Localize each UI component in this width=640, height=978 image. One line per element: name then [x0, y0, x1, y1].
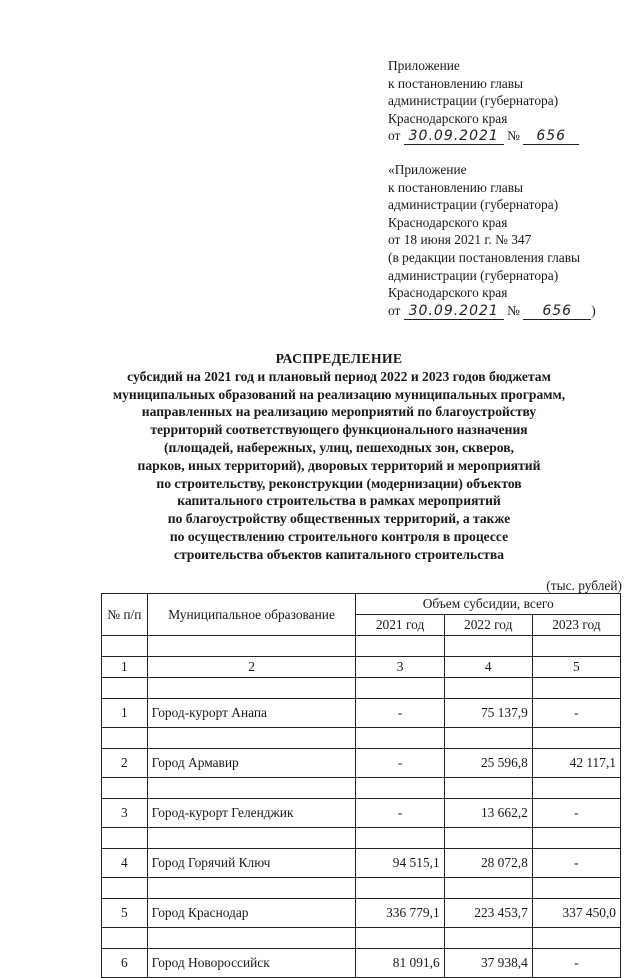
- table-separator: [102, 878, 621, 899]
- row-2023: -: [532, 849, 620, 878]
- title-line: по строительству, реконструкции (модернизации) объектов: [156, 475, 522, 491]
- row-2022: 28 072,8: [444, 849, 532, 878]
- row-municipality: Город Новороссийск: [147, 949, 356, 978]
- row-municipality: Город-курорт Геленджик: [147, 799, 356, 828]
- row-num: 3: [102, 799, 148, 828]
- table-separator: [102, 828, 621, 849]
- row-num: 2: [102, 749, 148, 778]
- approval-line: к постановлению главы: [388, 75, 524, 91]
- approval-line: от 18 июня 2021 г. № 347: [388, 232, 532, 248]
- number-sign: №: [507, 302, 520, 318]
- row-2023: -: [532, 949, 620, 978]
- approval-line: «Приложение: [388, 162, 467, 177]
- header-volume: Объем субсидии, всего: [356, 594, 621, 615]
- title-line: муниципальных образований на реализацию муниципальных программ,: [112, 386, 566, 402]
- closing-paren: ): [591, 302, 596, 318]
- table-row: [102, 749, 621, 778]
- from-prefix: от: [388, 302, 401, 318]
- table-separator: [102, 636, 621, 657]
- title-line: по осуществлению строительного контроля в процессе: [169, 528, 509, 544]
- column-number-row: [102, 657, 621, 678]
- row-2022: 37 938,4: [444, 949, 532, 978]
- row-2022: 13 662,2: [444, 799, 532, 828]
- row-municipality: Город Горячий Ключ: [147, 849, 356, 878]
- title-line: парков, иных территорий), дворовых территорий и мероприятий: [137, 457, 541, 473]
- table-separator: [102, 728, 621, 749]
- row-municipality: Город-курорт Анапа: [147, 699, 356, 728]
- row-2021: 81 091,6: [356, 949, 444, 978]
- number-sign: №: [507, 128, 520, 144]
- row-municipality: Город Армавир: [147, 749, 356, 778]
- col-number: 2: [147, 657, 356, 678]
- approval-line: администрации (губернатора): [388, 93, 559, 109]
- approval-stamp-original: [388, 161, 618, 320]
- handwritten-number: 656: [523, 304, 591, 320]
- col-number: 4: [444, 657, 532, 678]
- table-row: [102, 899, 621, 928]
- table-separator: [102, 928, 621, 949]
- row-2021: -: [356, 699, 444, 728]
- title-line: субсидий на 2021 год и плановый период 2022 и 2023 годов бюджетам: [127, 368, 551, 384]
- document-title: [86, 350, 592, 564]
- approval-line: администрации (губернатора): [388, 197, 559, 213]
- header-year-2023: 2023 год: [532, 615, 620, 636]
- handwritten-date: 30.09.2021: [404, 304, 504, 320]
- row-municipality: Город Краснодар: [147, 899, 356, 928]
- row-2021: 336 779,1: [356, 899, 444, 928]
- col-number: 3: [356, 657, 444, 678]
- approval-line: Краснодарского края: [388, 285, 508, 301]
- header-year-2022: 2022 год: [444, 615, 532, 636]
- approval-line: (в редакции постановления главы: [388, 249, 581, 265]
- units-label: (тыс. рублей): [546, 578, 622, 593]
- approval-line: Приложение: [388, 58, 460, 73]
- title-line: территорий соответствующего функционального назначения: [150, 422, 528, 438]
- title-line: направленных на реализацию мероприятий по благоустройству: [141, 404, 537, 420]
- title-line: по благоустройству общественных территорий, а также: [167, 511, 511, 527]
- row-num: 4: [102, 849, 148, 878]
- title-heading: РАСПРЕДЕЛЕНИЕ: [275, 351, 403, 366]
- row-2021: -: [356, 799, 444, 828]
- header-num: № п/п: [102, 594, 148, 636]
- row-2023: 42 117,1: [532, 749, 620, 778]
- col-number: 1: [102, 657, 148, 678]
- row-num: 1: [102, 699, 148, 728]
- approval-line: к постановлению главы: [388, 179, 524, 195]
- row-2023: -: [532, 799, 620, 828]
- title-line: (площадей, набережных, улиц, пешеходных зон, скверов,: [163, 439, 515, 455]
- title-line: капитального строительства в рамках мероприятий: [177, 493, 501, 509]
- row-num: 5: [102, 899, 148, 928]
- table-row: [102, 849, 621, 878]
- approval-line: Краснодарского края: [388, 110, 508, 126]
- approval-date-line: [388, 302, 618, 320]
- table-separator: [102, 778, 621, 799]
- title-line: строительства объектов капитального строительства: [173, 546, 505, 562]
- row-2022: 75 137,9: [444, 699, 532, 728]
- row-2022: 223 453,7: [444, 899, 532, 928]
- from-prefix: от: [388, 128, 401, 144]
- row-num: 6: [102, 949, 148, 978]
- row-2021: 94 515,1: [356, 849, 444, 878]
- approval-line: администрации (губернатора): [388, 267, 559, 283]
- approval-stamp-current: [388, 57, 618, 145]
- handwritten-number: 656: [523, 129, 579, 145]
- subsidy-distribution-table: [101, 593, 621, 978]
- table-row: [102, 949, 621, 978]
- handwritten-date: 30.09.2021: [404, 129, 504, 145]
- row-2023: 337 450,0: [532, 899, 620, 928]
- row-2021: -: [356, 749, 444, 778]
- approval-date-line: [388, 127, 618, 145]
- table-row: [102, 699, 621, 728]
- table-separator: [102, 678, 621, 699]
- table-header-row: [102, 594, 621, 615]
- approval-line: Краснодарского края: [388, 214, 508, 230]
- header-municipality: Муниципальное образование: [147, 594, 356, 636]
- row-2022: 25 596,8: [444, 749, 532, 778]
- row-2023: -: [532, 699, 620, 728]
- col-number: 5: [532, 657, 620, 678]
- table-row: [102, 799, 621, 828]
- header-year-2021: 2021 год: [356, 615, 444, 636]
